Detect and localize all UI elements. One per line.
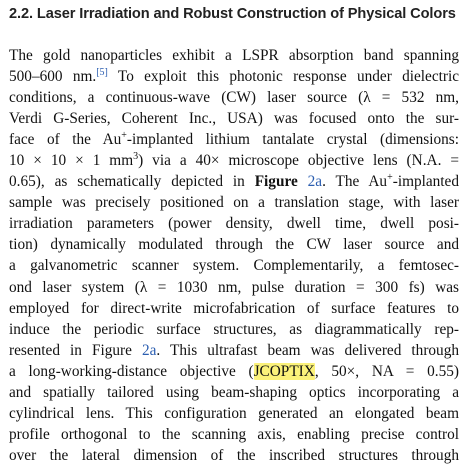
line-text: and spatially tailored using beam-shaping optics incorporating a	[9, 383, 459, 401]
line-text: cylindrical lens. This configuration generated an elongated beam	[9, 404, 459, 422]
figure-link[interactable]: 2a	[141, 341, 157, 359]
line-text: employed for direct-write microfabrication of surface features to	[9, 299, 459, 317]
line-text: tion) dynamically modulated through the CW laser source and	[9, 236, 459, 254]
text-line	[9, 424, 459, 445]
line-text: , 50×, NA = 0.55)	[314, 362, 460, 380]
figure-label: Figure	[254, 173, 308, 191]
line-text: face of the Au	[9, 131, 122, 149]
line-text: -implanted lithium tantalate crystal (dimensions:	[126, 131, 460, 149]
figure-link[interactable]: 2a	[307, 173, 323, 191]
text-line	[9, 129, 459, 150]
text-line	[9, 340, 459, 361]
superscript: +	[121, 130, 127, 142]
line-text: 500–600 nm.	[9, 68, 97, 86]
line-text: The gold nanoparticles exhibit a LSPR absorption band spanning	[9, 47, 459, 64]
text-line	[9, 108, 459, 129]
text-line	[9, 277, 459, 298]
line-text: over the lateral dimension of the inscribed structures through	[9, 446, 459, 464]
text-line	[9, 382, 459, 403]
text-line	[9, 213, 459, 234]
line-text: a long-working-distance objective (	[9, 362, 254, 380]
superscript: +	[387, 172, 393, 184]
line-text: . The Au	[322, 173, 388, 191]
line-text: . This ultrafast beam was delivered through	[156, 341, 460, 359]
text-line	[9, 361, 459, 382]
text-line	[9, 171, 459, 192]
line-text: ) via a 40× microscope objective lens (N.A. =	[138, 152, 459, 170]
line-text: 0.65), as schematically depicted in	[9, 173, 255, 191]
line-text: irradiation parameters (power density, dwell time, dwell posi-	[9, 215, 459, 233]
line-text: resented in Figure	[9, 341, 142, 359]
line-text: ond laser system (λ = 1030 nm, pulse duration = 300 fs) was	[9, 278, 459, 296]
line-text: To exploit this photonic response under dielectric	[107, 68, 460, 86]
text-line	[9, 445, 459, 466]
text-line	[9, 87, 459, 108]
line-text: sample was precisely positioned on a translation stage, with laser	[9, 194, 459, 212]
text-line	[9, 403, 459, 424]
highlighted-text[interactable]: JCOPTIX	[253, 362, 315, 380]
text-line	[9, 150, 459, 171]
text-line	[9, 255, 459, 276]
text-line	[9, 319, 459, 340]
line-text: profile orthogonal to the scanning axis, enabling precise control	[9, 425, 459, 443]
line-text: induce the periodic surface structures, as diagrammatically rep-	[9, 320, 459, 338]
body-paragraph	[9, 45, 459, 466]
text-line	[9, 234, 459, 255]
line-text: Verdi G-Series, Coherent Inc., USA) was focused onto the sur-	[9, 110, 459, 128]
superscript: 3	[133, 151, 139, 163]
text-line	[9, 45, 459, 66]
citation-link[interactable]: [5]	[96, 67, 108, 79]
line-text: a galvanometric scanner system. Complementarily, a femtosec-	[9, 257, 459, 275]
line-text: conditions, a continuous-wave (CW) laser source (λ = 532 nm,	[9, 89, 459, 107]
line-text: 10 × 10 × 1 mm	[9, 152, 134, 170]
line-text: -implanted	[392, 173, 459, 191]
text-line	[9, 298, 459, 319]
text-line	[9, 192, 459, 213]
text-line	[9, 66, 459, 87]
section-heading: 2.2. Laser Irradiation and Robust Construction of Physical Colors	[9, 6, 456, 22]
